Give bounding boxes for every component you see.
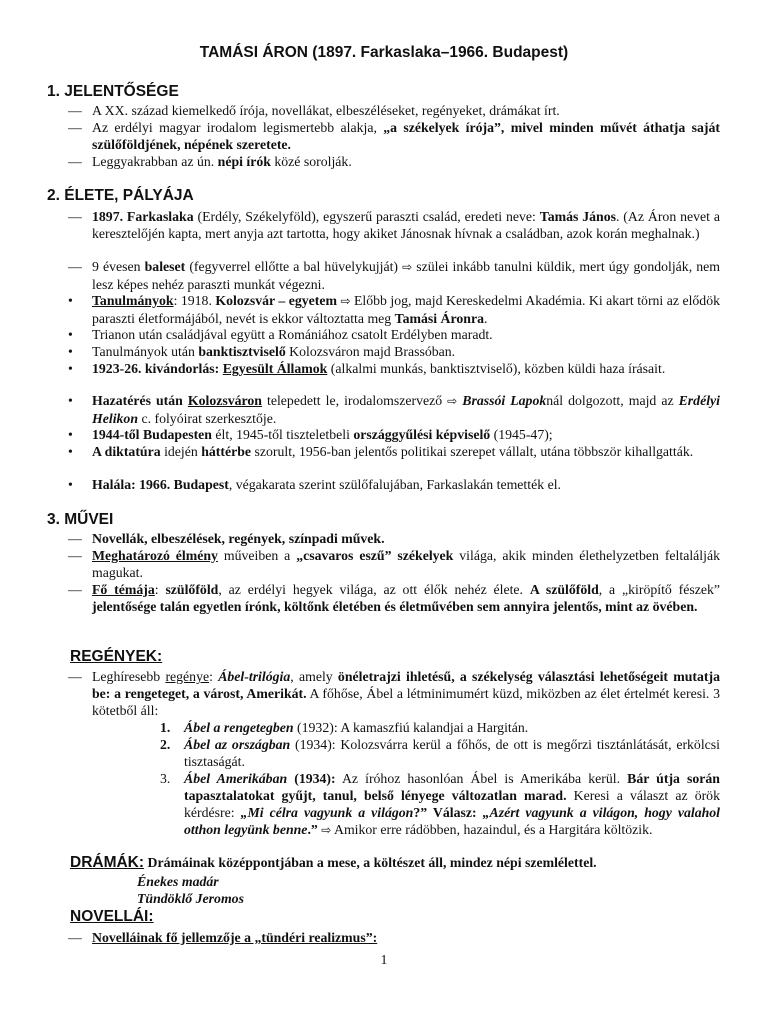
list-item: • 1944-től Budapesten élt, 1945-től tiszteletbeli országgyűlési képviselő (1945-47);: [68, 427, 553, 442]
section-heading-dramak: DRÁMÁK:: [70, 854, 145, 871]
numbered-item: 2. Ábel az országban (1934): Kolozsvárra kerül a főhős, de ott is megőrzi tisztánlátását, erkölcsi tisztaságát.: [160, 737, 720, 769]
list-item: — Leghíresebb regénye: Ábel-trilógia, amely önéletrajzi ihletésű, a székelység választási lehetőségeit mutatja be: a rengeteget, a várost, Amerikát. A főhőse, Ábel a létminimumért küzd, miközben az élet értelmét keresi. 3 kötetből áll:: [68, 669, 720, 718]
page-title: TAMÁSI ÁRON (1897. Farkaslaka–1966. Budapest): [199, 44, 569, 61]
section-heading-elete-palyaja: 2. ÉLETE, PÁLYÁJA: [47, 187, 194, 204]
arrow-right-icon: ⇨: [321, 823, 332, 837]
list-item: — Meghatározó élmény műveiben a „csavaros eszű” székelyek világa, akik minden élethelyzetben feltalálják magukat.: [68, 548, 720, 580]
arrow-right-icon: ⇨: [402, 260, 413, 274]
list-item: — Novelláinak fő jellemzője a „tündéri realizmus”:: [68, 930, 378, 945]
section-heading-regenyek: REGÉNYEK:: [70, 648, 163, 665]
dash-marker: —: [68, 154, 82, 169]
list-item: • Tanulmányok után banktisztviselő Kolozsváron majd Brassóban.: [68, 344, 456, 359]
drama-title: Tündöklő Jeromos: [137, 891, 244, 906]
list-item: — Leggyakrabban az ún. népi írók közé sorolják.: [68, 154, 352, 169]
list-item: — 1897. Farkaslaka (Erdély, Székelyföld), egyszerű paraszti család, eredeti neve: Tamás János. (Az Áron nevet a keresztelőjén kapta, mert anyja azt tartotta, hogy akiket Jánosnak hívnak a családban, azok korán meghalnak.): [68, 209, 720, 241]
list-item: — Fő témája: szülőföld, az erdélyi hegyek világa, az ott élők nehéz élete. A szülőföld, a „kiröpítő fészek” jelentősége talán egyetlen írónk, költőnk életében és életművében sem annyira jelentős, mint az övében.: [68, 582, 721, 614]
list-item: • Trianon után családjával együtt a Romániához csatolt Erdélyben maradt.: [68, 327, 493, 342]
numbered-item: 3. Ábel Amerikában (1934): Az íróhoz hasonlóan Ábel is Amerikába kerül. Bár útja során tapasztalatokat gyűjt, tanul, belső lényege változatlan marad. Keresi a választ az örök kérdésre: „Mi célra vagyunk a világon?” Válasz: „Azért vagyunk a világon, hogy valahol otthon legyünk benne.” ⇨ Amikor erre rádöbben, hazaindul, és a Hargitára költözik.: [160, 771, 720, 837]
numbered-item: 1. Ábel a rengetegben (1932): A kamaszfiú kalandjai a Hargitán.: [160, 720, 529, 735]
list-item: — Az erdélyi magyar irodalom legismertebb alakja, „a székelyek írója”, mivel minden művét áthatja saját szülőföldjének, népének szeretete.: [68, 120, 720, 152]
list-item: — Novellák, elbeszélések, regények, színpadi művek.: [68, 531, 385, 546]
section-heading-muvei: 3. MŰVEI: [47, 511, 114, 528]
arrow-right-icon: ⇨: [340, 294, 351, 308]
section-heading-novellai: NOVELLÁI:: [70, 908, 154, 925]
list-item: — 9 évesen baleset (fegyverrel ellőtte a bal hüvelykujját) ⇨ szülei inkább tanulni küldik, mert úgy gondolják, nem lesz képes nehéz paraszti munkát végezni.: [68, 259, 720, 292]
arrow-right-icon: ⇨: [447, 394, 458, 408]
dramak-line: DRÁMÁK: Drámáinak középpontjában a mese, a költészet áll, mindez népi szemlélettel.: [70, 854, 597, 871]
list-item: • Halála: 1966. Budapest, végakarata szerint szülőfalujában, Farkaslakán temették el.: [68, 477, 561, 492]
dash-marker: —: [68, 120, 82, 135]
list-item: • Tanulmányok: 1918. Kolozsvár – egyetem ⇨ Előbb jog, majd Kereskedelmi Akadémia. Ki akart törni az elődök paraszti életformájából, nevét is ekkor változtatta meg Tamási Áronra.: [68, 293, 720, 326]
page-number: 1: [380, 952, 388, 967]
section-heading-jelentosege: 1. JELENTŐSÉGE: [47, 83, 179, 100]
list-item: • Hazatérés után Kolozsváron telepedett le, irodalomszervező ⇨ Brassói Lapoknál dolgozott, majd az Erdélyi Helikon c. folyóirat szerkesztője.: [68, 393, 720, 426]
drama-title: Énekes madár: [137, 874, 219, 889]
list-item: — A XX. század kiemelkedő írója, novellákat, elbeszéléseket, regényeket, drámákat írt.: [68, 103, 560, 118]
list-item: • 1923-26. kivándorlás: Egyesült Államok (alkalmi munkás, banktisztviselő), közben küldi haza írásait.: [68, 361, 666, 376]
list-item: • A diktatúra idején háttérbe szorult, 1956-ban jelentős politikai szerepet vállalt, utána többször kihallgatták.: [68, 444, 694, 459]
dash-marker: —: [68, 103, 82, 118]
